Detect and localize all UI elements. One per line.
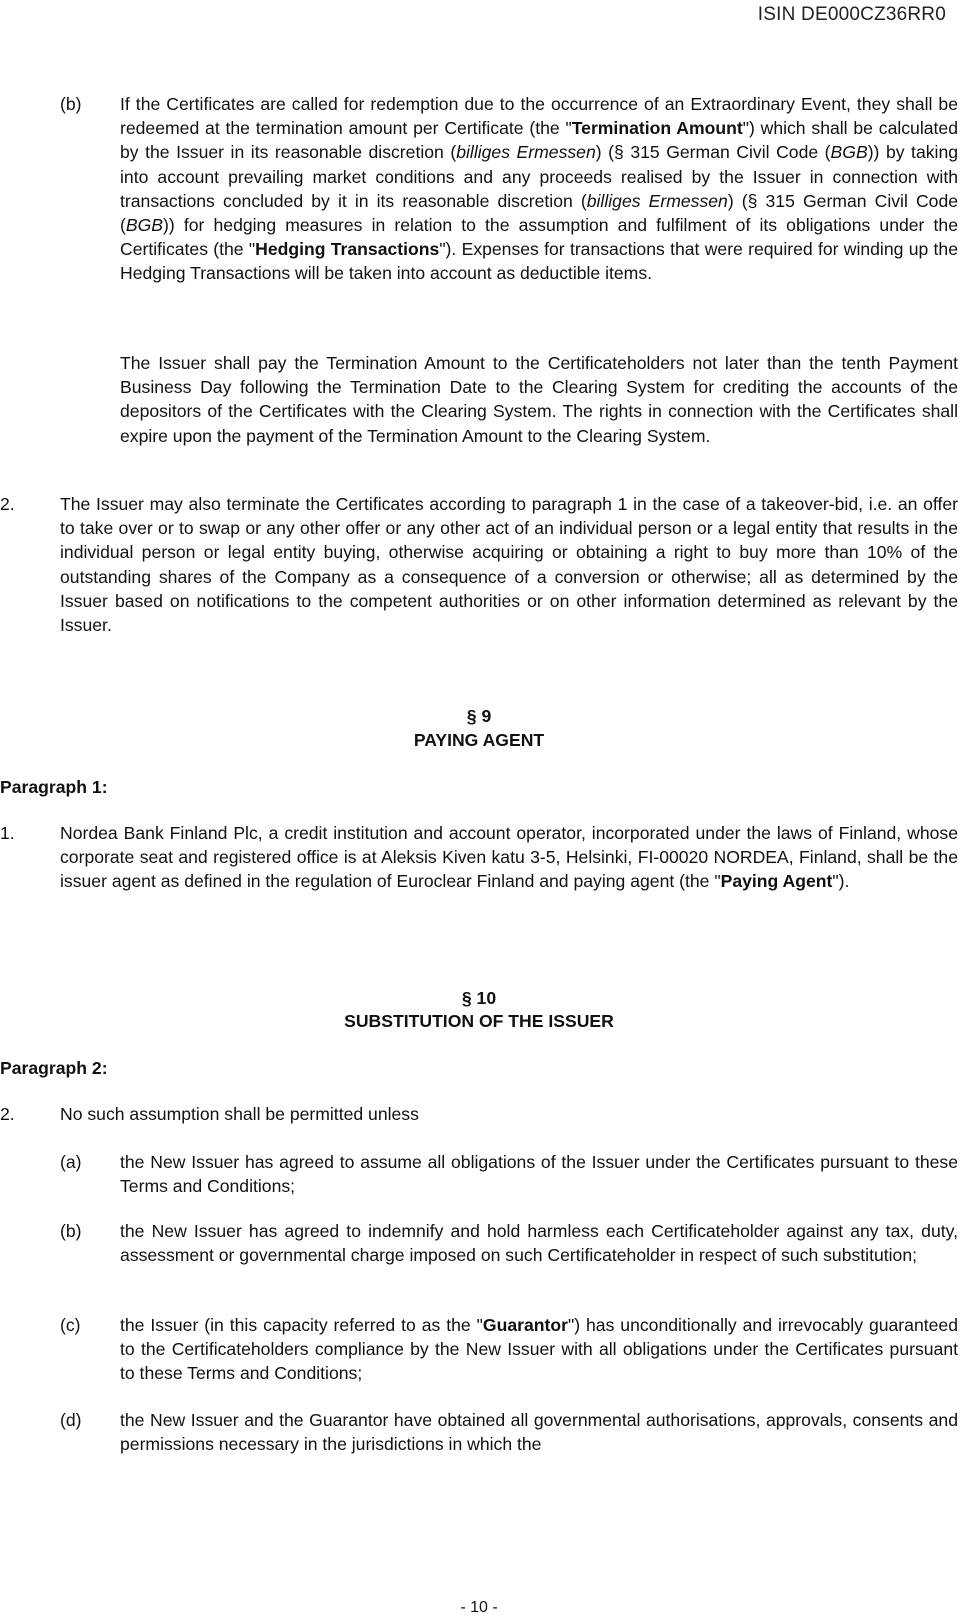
sub-d-label: (d) — [60, 1410, 82, 1430]
payment-paragraph: The Issuer shall pay the Termination Amount to the Certificateholders not later than the tenth Payment Business Day following the Termination Date to the Clearing System for crediting the accounts of the depositors of the Certificates with the Clearing System. The rights in connection with the Certificates shall expire upon the payment of the Termination Amount to the Clearing System. — [120, 353, 958, 446]
text-run: ") which shall be calculated by the Issuer in its reasonable discretion ( — [120, 118, 958, 163]
term-bgb: BGB — [830, 142, 868, 163]
term-billiges-ermessen: billiges Ermessen — [586, 190, 728, 211]
item-2b-number: 2. — [0, 1104, 15, 1124]
term-guarantor: Guarantor — [482, 1315, 568, 1335]
sub-a-label: (a) — [60, 1152, 82, 1172]
text-run: ) (§ 315 German Civil Code ( — [595, 142, 831, 163]
item-1-number: 1. — [0, 823, 15, 843]
term-termination-amount: Termination Amount — [571, 118, 743, 139]
section-9-title: PAYING AGENT — [413, 730, 545, 750]
page-number: - 10 - — [460, 1599, 498, 1616]
text-run: )) for hedging measures in relation to the assumption and fulfilment of its obligations under the Certificates (the " — [120, 215, 958, 260]
text-run: the Issuer (in this capacity referred to as the " — [120, 1315, 483, 1335]
assumption-condition-intro: No such assumption shall be permitted unless — [60, 1104, 419, 1124]
term-billiges-ermessen: billiges Ermessen — [456, 142, 596, 163]
termination-amount-paragraph — [120, 92, 958, 286]
takeover-bid-paragraph: The Issuer may also terminate the Certificates according to paragraph 1 in the case of a takeover-bid, i.e. an offer to take over or to swap or any other offer or any other act of an individual person or a legal entity that results in the individual person or legal entity buying, otherwise acquiring or obtaining a right to buy more than 10% of the outstanding shares of the Company as a consequence of a conversion or otherwise; all as determined by the Issuer based on notifications to the competent authorities or on other information determined as relevant by the Issuer. — [60, 494, 958, 636]
term-paying-agent: Paying Agent — [720, 871, 833, 892]
paragraph-2-label: Paragraph 2: — [0, 1058, 108, 1078]
text-run: If the Certificates are called for redemption due to the occurrence of an Extraordinary Event, they shall be redeemed at the termination amount per Certificate (the " — [120, 94, 958, 139]
sub-c-label: (c) — [60, 1315, 81, 1335]
text-run: Nordea Bank Finland Plc, a credit institution and account operator, incorporated under the laws of Finland, whose corporate seat and registered office is at Aleksis Kiven katu 3-5, Helsinki, FI-00020 NORDEA, Finland, shall be the issuer agent as defined in the regulation of Euroclear Finland and paying agent (the " — [60, 823, 958, 892]
section-10-title: SUBSTITUTION OF THE ISSUER — [344, 1011, 614, 1031]
item-b-label: (b) — [60, 94, 82, 114]
text-run: "). Expenses for transactions that were required for winding up the Hedging Transactions will be taken into account as deductible items. — [120, 239, 958, 284]
text-run: "). — [832, 871, 850, 892]
section-10-number: § 10 — [461, 988, 497, 1008]
text-run: )) by taking into account prevailing market conditions and any proceeds realised by the Issuer in connection with transactions concluded by it in its reasonable discretion ( — [120, 142, 959, 211]
text-run: ) (§ 315 German Civil Code ( — [120, 190, 959, 236]
sub-c-text — [120, 1313, 958, 1386]
sub-d-text: the New Issuer and the Guarantor have obtained all governmental authorisations, approvals, consents and permissions necessary in the jurisdictions in which the — [120, 1410, 958, 1455]
term-hedging-transactions: Hedging Transactions — [255, 239, 440, 260]
paying-agent-paragraph — [60, 821, 958, 894]
paragraph-1-label: Paragraph 1: — [0, 777, 108, 797]
text-run: ") has unconditionally and irrevocably guaranteed to the Certificateholders compliance by the New Issuer with all obligations under the Certificates pursuant to these Terms and Conditions; — [120, 1315, 958, 1384]
term-bgb: BGB — [125, 215, 164, 236]
sub-b-label: (b) — [60, 1221, 82, 1241]
isin-header: ISIN DE000CZ36RR0 — [757, 4, 946, 25]
section-9-number: § 9 — [466, 706, 492, 726]
sub-b-text: the New Issuer has agreed to indemnify and hold harmless each Certificateholder against any tax, duty, assessment or governmental charge imposed on such Certificateholder in respect of such substitution; — [120, 1221, 958, 1266]
item-2-number: 2. — [0, 494, 15, 514]
sub-a-text: the New Issuer has agreed to assume all obligations of the Issuer under the Certificates pursuant to these Terms and Conditions; — [120, 1152, 958, 1197]
